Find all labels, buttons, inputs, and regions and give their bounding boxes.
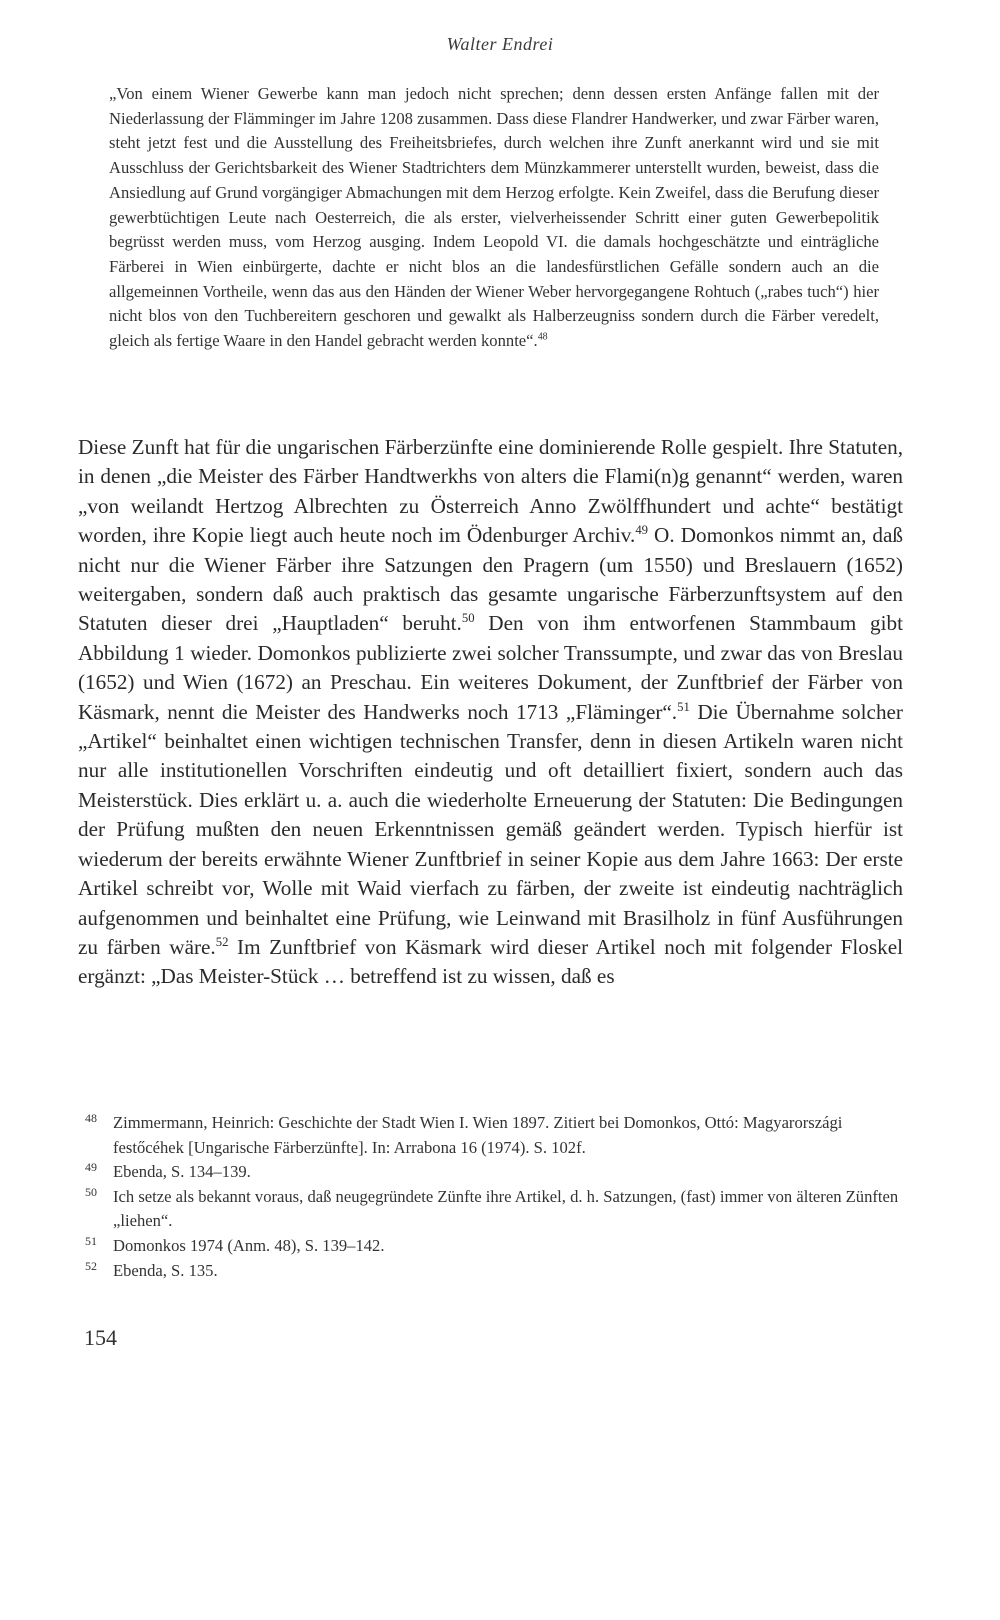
footnote-ref-52: 52 — [215, 934, 229, 949]
body-segment-2: O. Domonkos nimmt an, daß nicht nur die Wiener Färber ihre Satzungen den Pragern (um 1550) und Breslauern (1652) weitergaben, sondern daß auch praktisch das gesamte ungarische Färberzunftsystem auf den Statuten dieser drei „Hauptladen“ beruht. — [78, 523, 903, 636]
footnote-51 — [85, 1234, 905, 1259]
footnote-number: 49 — [85, 1160, 97, 1175]
footnote-number: 50 — [85, 1184, 97, 1199]
body-segment-3: Den von ihm entworfenen Stammbaum gibt Abbildung 1 wieder. Domonkos publizierte zwei solcher Transsumpte, und zwar das von Breslau (1652) und Wien (1672) an Preschau. Ein weiteres Dokument, der Zunftbrief der Färber von Käsmark, nennt die Meister des Handwerks noch 1713 „Fläminger“. — [78, 611, 903, 724]
footnote-ref-51: 51 — [677, 699, 690, 714]
footnote-ref-50: 50 — [461, 611, 475, 626]
body-segment-1: Diese Zunft hat für die ungarischen Färberzünfte eine dominierende Rolle gespielt. Ihre Statuten, in denen „die Meister des Färber Handtwerkhs von alters die Flami(n)g genannt“ werden, waren „von weilandt Hertzog Albrechten zu Österreich Anno Zwölffhundert und achte“ bestätigt worden, ihre Kopie liegt auch heute noch im Ödenburger Archiv. — [78, 435, 903, 548]
page-number: 154 — [84, 1325, 117, 1350]
footnote-text: Ich setze als bekannt voraus, daß neugegründete Zünfte ihre Artikel, d. h. Satzungen, (fast) immer von älteren Zünften „liehen“. — [113, 1186, 899, 1231]
body-segment-5: Im Zunftbrief von Käsmark wird dieser Artikel noch mit folgender Floskel ergänzt: „Das Meister-Stück … betreffend ist zu wissen, daß es — [78, 934, 903, 989]
footnote-number: 51 — [85, 1233, 97, 1248]
footnote-number: 48 — [85, 1111, 97, 1125]
quote-text: „Von einem Wiener Gewerbe kann man jedoch nicht sprechen; denn dessen ersten Anfänge fallen mit der Niederlassung der Flämminger im Jahre 1208 zusammen. Dass diese Flandrer Handwerker, und zwar Färber waren, steht jetzt fest und die Ausstellung des Freiheitsbriefes, durch welchen ihre Zunft anerkannt wird und sie mit Ausschluss der Gerichtsbarkeit des Wiener Stadtrichters dem Münzkammerer unterstellt wurden, beweist, dass die Ansiedlung auf Grund vorgängiger Abmachungen mit dem Herzog erfolgte. Kein Zweifel, dass die Berufung dieser gewerbtüchtigen Leute nach Oesterreich, die als erster, vielverheissender Schritt einer guten Gewerbepolitik begrüsst werden muss, vom Herzog ausging. Indem Leopold VI. die damals hochgeschätzte und einträgliche Färberei in Wien einbürgerte, dachte er nicht blos an die landesfürstlichen Gefälle sondern auch an die allgemeinnen Vortheile, wenn das aus den Händen der Wiener Weber hervorgegangene Rohtuch („rabes tuch“) hier nicht blos von den Tuchbereitern geschoren und gewalkt als Halberzeugniss sondern durch die Färber veredelt, gleich als fertige Waare in den Handel gebracht werden konnte“. — [109, 84, 879, 351]
main-paragraph — [78, 433, 903, 992]
footnotes — [85, 1111, 905, 1283]
footnote-text: Ebenda, S. 134–139. — [113, 1162, 251, 1182]
footnote-text: Zimmermann, Heinrich: Geschichte der Stadt Wien I. Wien 1897. Zitiert bei Domonkos, Ottó: Magyarországi festőcéhek [Ungarische Färberzünfte]. In: Arrabona 16 (1974). S. 102f. — [113, 1113, 843, 1157]
footnote-text: Ebenda, S. 135. — [113, 1260, 218, 1280]
footnote-52 — [85, 1259, 905, 1284]
footnote-50 — [85, 1185, 905, 1234]
footnote-49 — [85, 1160, 905, 1185]
running-head: Walter Endrei — [446, 34, 554, 54]
footnote-text: Domonkos 1974 (Anm. 48), S. 139–142. — [113, 1235, 385, 1255]
block-quote — [109, 82, 879, 354]
body-segment-4: Die Übernahme solcher „Artikel“ beinhaltet einen wichtigen technischen Transfer, denn in diesen Artikeln waren nicht nur alle institutionellen Vorschriften eindeutig und oft detailliert fixiert, sondern auch das Meisterstück. Dies erklärt u. a. auch die wiederholte Erneuerung der Statuten: Die Bedingungen der Prüfung mußten den neuen Erkenntnissen gemäß geändert werden. Typisch hierfür ist wiederum der bereits erwähnte Wiener Zunftbrief in seiner Kopie aus dem Jahre 1663: Der erste Artikel schreibt vor, Wolle mit Waid vierfach zu färben, der zweite ist eindeutig nachträglich aufgenommen und beinhaltet eine Prüfung, wie Leinwand mit Brasilholz in fünf Ausführungen zu färben wäre. — [78, 699, 903, 959]
footnote-number: 52 — [85, 1258, 97, 1273]
footnote-ref-48: 48 — [537, 331, 548, 343]
footnote-48 — [85, 1111, 905, 1160]
footnote-ref-49: 49 — [635, 523, 649, 538]
